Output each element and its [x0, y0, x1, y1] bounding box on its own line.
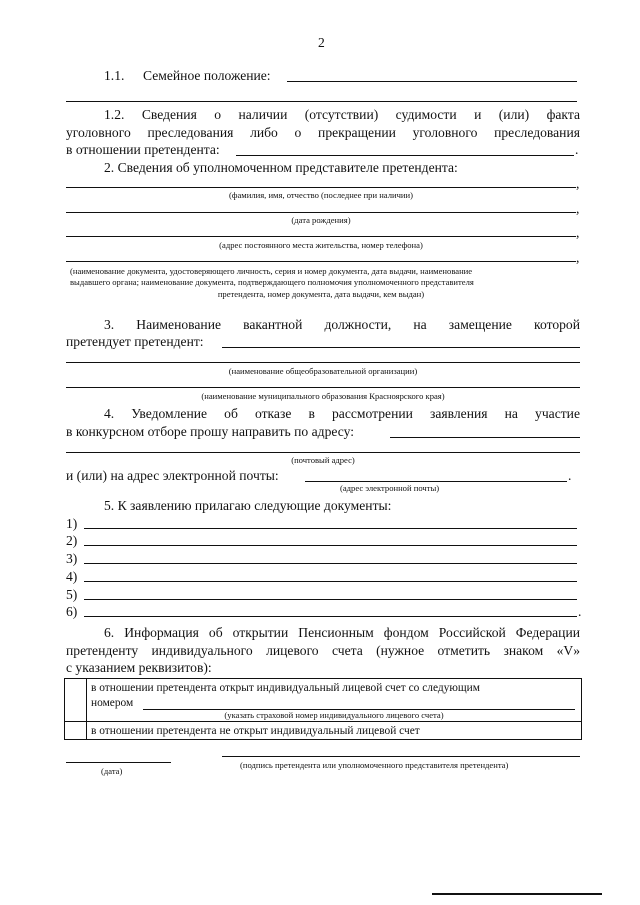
date-field[interactable]	[66, 762, 171, 763]
marital-status-field[interactable]	[287, 81, 577, 82]
s2-comma-1: ,	[576, 176, 580, 191]
s1-1-number: 1.1.	[104, 68, 125, 83]
s2-comma-4: ,	[576, 250, 580, 265]
s3-line1: 3. Наименование вакантной должности, на замещение которой	[104, 317, 580, 332]
s2-comma-2: ,	[576, 201, 580, 216]
email-end: .	[568, 468, 572, 483]
s5-title: 5. К заявлению прилагаю следующие документы:	[104, 498, 392, 513]
doc-item-2-field[interactable]	[84, 545, 577, 546]
s1-1-label: Семейное положение:	[143, 68, 271, 83]
pfr-opened-checkbox[interactable]	[65, 679, 87, 722]
s6-line3: с указанием реквизитов):	[66, 660, 212, 675]
vacancy-field[interactable]	[222, 347, 580, 348]
pfr-not-opened-checkbox[interactable]	[65, 722, 87, 740]
doc-item-4-num: 4)	[66, 569, 78, 584]
caption-email: (адрес электронной почты)	[340, 483, 440, 493]
caption-signature: (подпись претендента или уполномоченного представителя претендента)	[240, 760, 509, 770]
caption-postal: (почтовый адрес)	[291, 455, 355, 465]
caption-doc-1: (наименование документа, удостоверяющего личность, серия и номер документа, дата выдачи, наименование	[70, 266, 473, 276]
caption-address: (адрес постоянного места жительства, номер телефона)	[219, 240, 423, 250]
pfr-number-line	[87, 696, 581, 710]
caption-organization: (наименование общеобразовательной организации)	[228, 366, 418, 376]
s6-line2: претенденту индивидуального лицевого счета (нужное отметить знаком «V»	[66, 643, 580, 658]
s1-2-line1: 1.2. Сведения о наличии (отсутствии) судимости и (или) факта	[104, 107, 580, 122]
doc-list-end: .	[578, 604, 582, 619]
signature-field[interactable]	[222, 756, 580, 757]
doc-item-2-num: 2)	[66, 533, 78, 548]
caption-fio: (фамилия, имя, отчество (последнее при наличии)	[229, 190, 413, 200]
organization-field[interactable]	[66, 362, 580, 363]
page-number: 2	[318, 35, 325, 50]
bottom-rule	[432, 893, 602, 895]
s2-title: 2. Сведения об уполномоченном представителе претендента:	[104, 160, 458, 175]
doc-item-3-field[interactable]	[84, 563, 577, 564]
caption-doc-2: выдавшего органа; наименование документа, подтверждающего полномочия уполномоченного представителя	[70, 277, 474, 287]
criminal-record-field[interactable]	[236, 155, 574, 156]
pfr-number-label: номером	[91, 697, 134, 709]
s1-2-end: .	[575, 142, 579, 157]
pfr-opened-cell	[87, 679, 582, 722]
municipality-field[interactable]	[66, 387, 580, 388]
representative-dob-field[interactable]	[66, 212, 576, 213]
insurance-number-field[interactable]	[143, 709, 575, 710]
doc-item-5-field[interactable]	[84, 599, 577, 600]
caption-municipality: (наименование муниципального образования Красноярского края)	[201, 391, 445, 401]
caption-insurance-number: (указать страховой номер индивидуального лицевого счета)	[224, 710, 444, 720]
s2-comma-3: ,	[576, 225, 580, 240]
email-label: и (или) на адрес электронной почты:	[66, 468, 279, 483]
doc-item-1-num: 1)	[66, 516, 78, 531]
s4-line1: 4. Уведомление об отказе в рассмотрении заявления на участие	[104, 406, 580, 421]
postal-address-field-2[interactable]	[66, 452, 580, 453]
pfr-not-opened-cell	[87, 722, 582, 740]
pfr-opened-text: в отношении претендента открыт индивидуальный лицевой счет со следующим	[91, 682, 480, 694]
doc-item-4-field[interactable]	[84, 581, 577, 582]
doc-item-6-num: 6)	[66, 604, 78, 619]
marital-status-field-2[interactable]	[66, 101, 577, 102]
postal-address-field[interactable]	[390, 437, 580, 438]
pfr-row-opened	[65, 679, 582, 722]
s6-line1: 6. Информация об открытии Пенсионным фондом Российской Федерации	[104, 625, 580, 640]
pfr-account-table	[64, 678, 582, 740]
caption-date: (дата)	[101, 766, 123, 776]
pfr-not-opened-text: в отношении претендента не открыт индивидуальный лицевой счет	[91, 725, 420, 737]
doc-item-6-field[interactable]	[84, 616, 577, 617]
caption-dob: (дата рождения)	[291, 215, 351, 225]
caption-doc-3: претендента, номер документа, дата выдачи, кем выдан)	[217, 289, 425, 299]
s1-2-line3-label: в отношении претендента:	[66, 142, 220, 157]
s3-line2-label: претендует претендент:	[66, 334, 204, 349]
email-field[interactable]	[305, 481, 567, 482]
s1-2-line2: уголовного преследования либо о прекращении уголовного преследования	[66, 125, 580, 140]
doc-item-1-field[interactable]	[84, 528, 577, 529]
representative-name-field[interactable]	[66, 187, 576, 188]
doc-item-3-num: 3)	[66, 551, 78, 566]
doc-item-5-num: 5)	[66, 587, 78, 602]
s4-line2-label: в конкурсном отборе прошу направить по адресу:	[66, 424, 354, 439]
pfr-row-not-opened	[65, 722, 582, 740]
representative-document-field[interactable]	[66, 261, 576, 262]
representative-address-field[interactable]	[66, 236, 576, 237]
